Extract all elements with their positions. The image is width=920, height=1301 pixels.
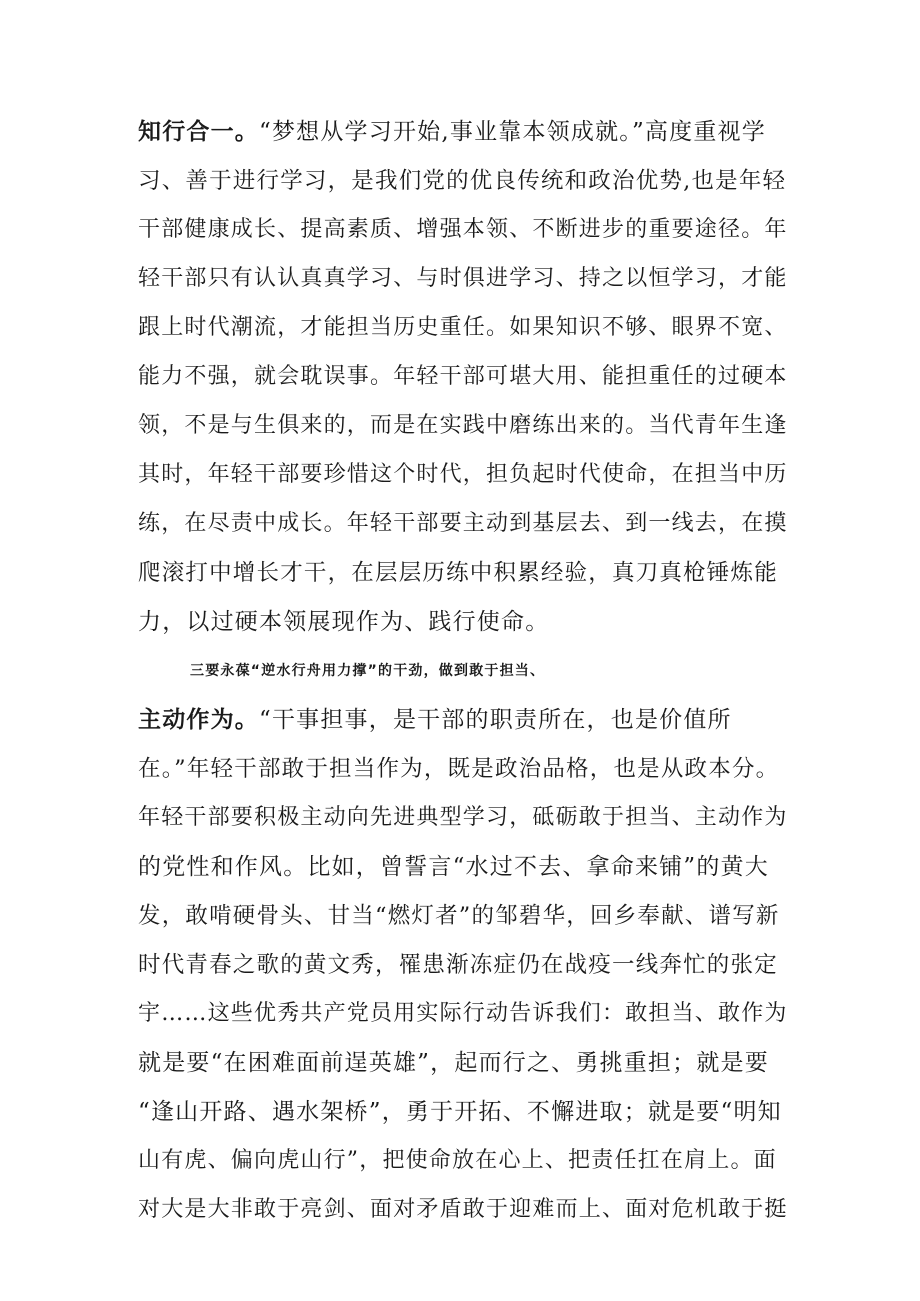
- line-text: 的党性和作风。比如，曾誓言“水过不去、拿命来铺”的黄大: [138, 854, 769, 880]
- line-text: 能力不强，就会耽误事。年轻干部可堪大用、能担重任的过硬本: [138, 364, 788, 389]
- bold-lead: 知行合一。: [138, 119, 259, 145]
- line-text: 跟上时代潮流，才能担当历史重任。如果知识不够、眼界不宽、: [138, 315, 788, 340]
- text-line: [138, 1146, 790, 1176]
- line-text: 宇……这些优秀共产党员用实际行动告诉我们：敢担当、敢作为: [138, 1001, 788, 1026]
- line-text: 爬滚打中增长才干，在层层历练中积累经验，真刀真枪锤炼能: [138, 560, 778, 586]
- text-line: [138, 215, 790, 245]
- line-text: 发，敢啃硬骨头、甘当“燃灯者”的邹碧华，回乡奉献、谱写新: [138, 903, 780, 929]
- text-line: [138, 362, 790, 392]
- text-line: [138, 999, 790, 1029]
- text-line: [138, 705, 790, 735]
- text-line: [190, 656, 842, 686]
- line-text: 对大是大非敢于亮剑、面对矛盾敢于迎难而上、面对危机敢于挺: [138, 1197, 788, 1222]
- line-text: 在。”年轻干部敢于担当作为，既是政治品格，也是从政本分。: [138, 756, 780, 782]
- text-line: [138, 1048, 790, 1078]
- line-text: 就是要“在困难面前逞英雄”，起而行之、勇挑重担；就是要: [138, 1050, 769, 1076]
- line-text: 时代青春之歌的黄文秀，罹患渐冻症仍在战疫一线奔忙的张定: [138, 952, 778, 978]
- text-line: [138, 558, 790, 588]
- line-text: 练，在尽责中成长。年轻干部要主动到基层去、到一线去，在摸: [138, 511, 788, 536]
- text-line: [138, 1195, 790, 1225]
- bold-lead: 三要永葆“逆水行舟用力撑”的干劲，做到敢于担当、: [190, 663, 546, 679]
- line-text: 山有虎、偏向虎山行”，把使命放在心上、把责任扛在肩上。面: [138, 1148, 777, 1173]
- line-text: 领，不是与生俱来的，而是在实践中磨练出来的。当代青年生逢: [138, 413, 788, 438]
- text-line: [138, 509, 790, 539]
- text-line: [138, 803, 790, 833]
- text-line: [138, 460, 790, 490]
- line-text: 力，以过硬本领展现作为、践行使命。: [138, 609, 550, 635]
- bold-lead: 主动作为。: [138, 707, 259, 733]
- text-line: [138, 901, 790, 931]
- line-text: “梦想从学习开始,事业靠本领成就。”高度重视学: [259, 119, 766, 145]
- line-text: 轻干部只有认认真真学习、与时俱进学习、持之以恒学习，才能: [138, 266, 788, 291]
- text-line: [138, 607, 790, 637]
- text-line: [138, 852, 790, 882]
- line-text: “逢山开路、遇水架桥”，勇于开拓、不懈进取；就是要“明知: [138, 1099, 782, 1125]
- line-text: 干部健康成长、提高素质、增强本领、不断进步的重要途径。年: [138, 217, 788, 242]
- text-line: [138, 411, 790, 441]
- line-text: 年轻干部要积极主动向先进典型学习，砥砺敢于担当、主动作为: [138, 805, 788, 830]
- line-text: 其时，年轻干部要珍惜这个时代，担负起时代使命，在担当中历: [138, 462, 788, 487]
- text-line: [138, 1097, 790, 1127]
- line-text: “干事担事，是干部的职责所在，也是价值所: [259, 707, 732, 733]
- text-line: [138, 166, 790, 196]
- text-line: [138, 950, 790, 980]
- text-line: [138, 313, 790, 343]
- text-line: [138, 264, 790, 294]
- text-line: [138, 117, 790, 147]
- text-line: [138, 754, 790, 784]
- line-text: 习、善于进行学习，是我们党的优良传统和政治优势,也是年轻: [138, 168, 787, 194]
